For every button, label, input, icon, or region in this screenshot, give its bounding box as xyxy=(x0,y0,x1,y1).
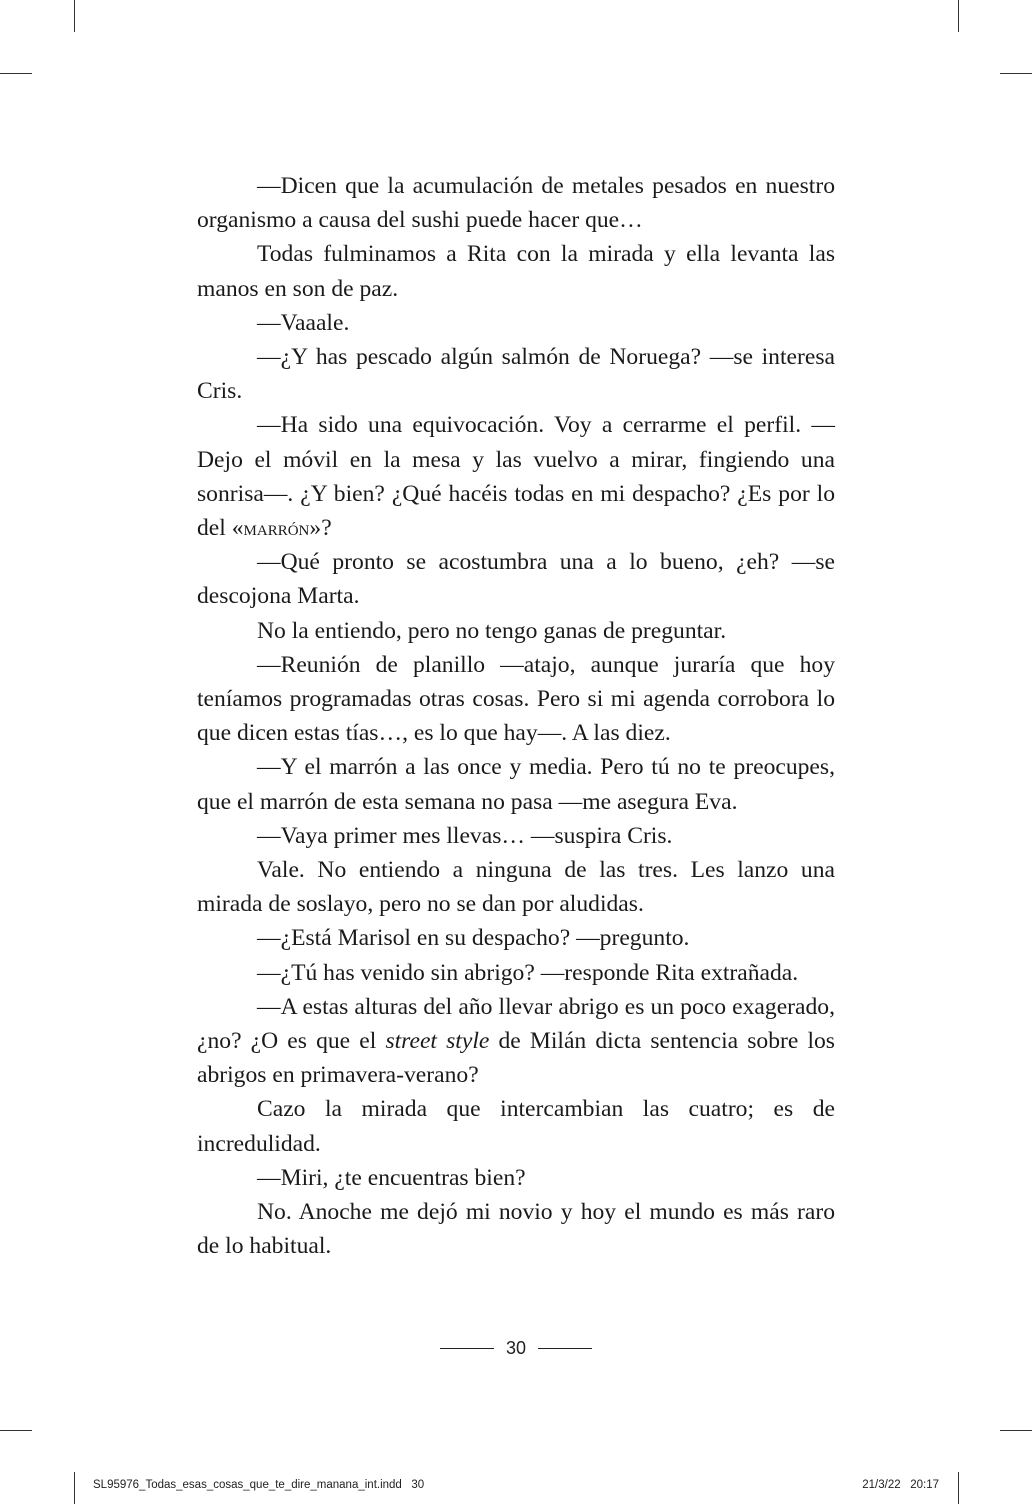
paragraph: —Ha sido una equivocación. Voy a cerrarme el perfil. —Dejo el móvil en la mesa y las vuelvo a mirar, fingiendo una sonrisa—. ¿Y bien? ¿Qué hacéis todas en mi despacho? ¿Es por lo del «marrón»? xyxy=(197,412,835,542)
paragraph: —Vaya primer mes llevas… —suspira Cris. xyxy=(257,822,673,849)
paragraph: —Reunión de planillo —atajo, aunque juraría que hoy teníamos programadas otras cosas. Pero si mi agenda corrobora lo que dicen estas tías…, es lo que hay—. A las diez. xyxy=(197,651,835,747)
crop-mark-bottom-left xyxy=(74,1472,75,1504)
paragraph: —Miri, ¿te encuentras bien? xyxy=(257,1164,526,1191)
paragraph: Vale. No entiendo a ninguna de las tres. Les lanzo una mirada de soslayo, pero no se dan por aludidas. xyxy=(197,857,835,918)
folio-rule-left xyxy=(440,1348,494,1349)
paragraph: —Vaaale. xyxy=(257,309,350,336)
paragraph: —Dicen que la acumulación de metales pesados en nuestro organismo a causa del sushi puede hacer que… xyxy=(197,173,835,234)
crop-mark-left-top xyxy=(0,73,32,74)
paragraph: —¿Tú has venido sin abrigo? —responde Rita extrañada. xyxy=(257,959,799,986)
crop-mark-right-top xyxy=(1000,73,1032,74)
paragraph: —¿Está Marisol en su despacho? —pregunto. xyxy=(257,925,690,952)
crop-mark-left-bottom xyxy=(0,1430,32,1431)
crop-mark-bottom-right xyxy=(958,1472,959,1504)
small-caps-word: marrón xyxy=(243,516,310,541)
body-text xyxy=(197,169,835,1264)
paragraph: No la entiendo, pero no tengo ganas de preguntar. xyxy=(257,617,727,644)
paragraph: Todas fulminamos a Rita con la mirada y ella levanta las manos en son de paz. xyxy=(197,241,835,302)
slug-file-name: SL95976_Todas_esas_cosas_que_te_dire_manana_int.indd 30 xyxy=(93,1479,425,1491)
crop-mark-top-right xyxy=(958,0,959,32)
crop-mark-top-left xyxy=(74,0,75,32)
paragraph: —Y el marrón a las once y media. Pero tú no te preocupes, que el marrón de esta semana no pasa —me asegura Eva. xyxy=(197,754,835,815)
paragraph: Cazo la mirada que intercambian las cuatro; es de incredulidad. xyxy=(197,1096,835,1157)
paragraph: —¿Y has pescado algún salmón de Noruega? —se interesa Cris. xyxy=(197,344,835,405)
folio-rule-right xyxy=(538,1348,592,1349)
slug-date-time: 21/3/22 20:17 xyxy=(862,1479,939,1491)
paragraph: —Qué pronto se acostumbra una a lo bueno, ¿eh? —se descojona Marta. xyxy=(197,549,835,610)
page-number: 30 xyxy=(505,1338,527,1358)
crop-mark-right-bottom xyxy=(1000,1430,1032,1431)
page-folio xyxy=(0,1338,1032,1359)
paragraph: No. Anoche me dejó mi novio y hoy el mundo es más raro de lo habitual. xyxy=(197,1199,835,1260)
italic-phrase: street style xyxy=(385,1028,490,1055)
paragraph: —A estas alturas del año llevar abrigo es un poco exagerado, ¿no? ¿O es que el street style de Milán dicta sentencia sobre los abrigos en primavera-verano? xyxy=(197,993,835,1089)
